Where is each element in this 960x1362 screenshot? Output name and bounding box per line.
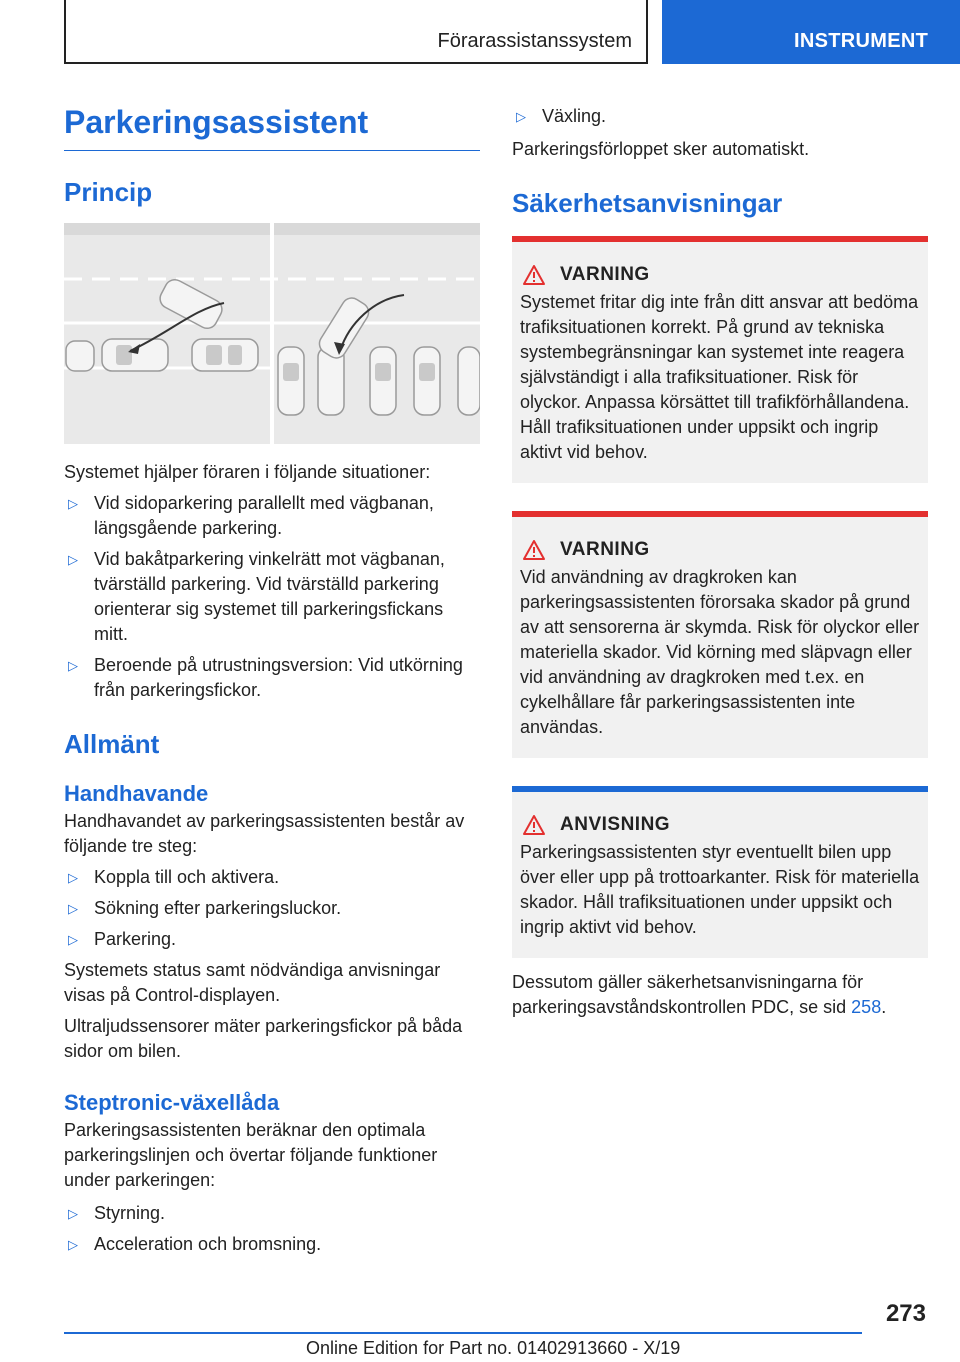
also-text: Dessutom gäller säkerhetsanvisningarna för parkeringsavståndskontrollen PDC, se sid 258. — [512, 972, 887, 1017]
heading-steptronic: Steptronic-växellåda — [64, 1090, 280, 1115]
sensor-text: Ultraljudssensorer mäter parkeringsfickor på båda sidor om bilen. — [64, 1016, 463, 1061]
list-item: ▷ Växling. — [512, 104, 928, 129]
warning-text: Systemet fritar dig inte från ditt ansvar att bedöma trafiksituationen korrekt. På grund av tekniska systembegränsningar kan systemet inte reagera självständigt i alla trafiksituationer. Risk för olyckor. Anpassa körsättet till trafikförhållandena. Håll trafiksituationen under uppsikt och ingrip aktivt vid behov. — [520, 292, 919, 462]
warning-triangle-icon — [522, 539, 546, 561]
bullet-triangle-icon: ▷ — [68, 901, 78, 916]
heading-princip: Princip — [64, 177, 153, 207]
page-number: 273 — [885, 1300, 926, 1327]
parking-illustration — [64, 223, 480, 444]
intro-text: Systemet hjälper föraren i följande situationer: — [64, 462, 431, 482]
status-text: Systemets status samt nödvändiga anvisningar visas på Control-displayen. — [64, 960, 441, 1005]
notice-text: Parkeringsassistenten styr eventuellt bilen upp över eller upp på trottoarkanter. Risk för materiella skador. Håll trafiksituationen under uppsikt och ingrip aktivt vid behov. — [520, 842, 920, 937]
header-section-box — [64, 0, 648, 64]
bullet-triangle-icon: ▷ — [68, 932, 78, 947]
list-item: ▷ Parkering. — [64, 927, 480, 952]
warning-box — [512, 236, 928, 483]
bullet-triangle-icon: ▷ — [516, 109, 526, 124]
heading-handhavande: Handhavande — [64, 781, 209, 806]
list-item: ▷ Sökning efter parkeringsluckor. — [64, 896, 480, 921]
warning-box — [512, 511, 928, 758]
notice-triangle-icon — [522, 814, 546, 836]
header-tab-label: INSTRUMENT — [794, 30, 929, 52]
bullet-triangle-icon: ▷ — [68, 1237, 78, 1252]
parking-diagram — [64, 223, 480, 444]
bullet-triangle-icon: ▷ — [68, 552, 78, 567]
automatic-text: Parkeringsförloppet sker automatiskt. — [512, 139, 810, 159]
list-item: ▷ Vid sidoparkering parallellt med vägbanan, längsgående parkering. — [68, 493, 434, 538]
bullet-triangle-icon: ▷ — [68, 658, 78, 673]
steptronic-text: Parkeringsassistenten beräknar den optimala parkeringslinjen och övertar följande funktioner under parkeringen: — [64, 1120, 438, 1190]
warning-text: Vid användning av dragkroken kan parkeringsassistenten förorsaka skador på grund av att sensorerna är skymda. Risk för olyckor eller materiella skador. Vid körning med släpvagn eller vid användning av dragkroken med t.ex. en cykelhållare får parkeringsassistenten inte användas. — [520, 567, 920, 737]
footer-divider — [64, 1332, 862, 1334]
page-title: Parkeringsassistent — [64, 100, 480, 151]
heading-sakerhet: Säkerhetsanvisningar — [512, 188, 783, 218]
footer-edition: Online Edition for Part no. 01402913660 - X/19 — [306, 1338, 681, 1358]
right-column — [512, 100, 928, 1020]
list-item: ▷ Beroende på utrustningsversion: Vid utkörning från parkeringsfickor. — [68, 655, 463, 700]
bullet-triangle-icon: ▷ — [68, 1206, 78, 1221]
warning-triangle-icon — [522, 264, 546, 286]
bullet-triangle-icon: ▷ — [68, 870, 78, 885]
header-section-title: Förarassistanssystem — [437, 30, 632, 52]
bullet-triangle-icon: ▷ — [68, 496, 78, 511]
header-tab-instrument[interactable] — [662, 0, 960, 64]
warning-title: VARNING — [560, 264, 650, 285]
list-item: ▷ Koppla till och aktivera. — [64, 865, 480, 890]
list-item: ▷ Acceleration och bromsning. — [64, 1232, 480, 1257]
list-item: ▷ Vid bakåtparkering vinkelrätt mot vägbanan, tvärställd parkering. Vid tvärställd parkering orienterar sig systemet till parkeringsfickans mitt. — [68, 549, 445, 644]
warning-title: VARNING — [560, 539, 650, 560]
left-column — [64, 100, 480, 1257]
heading-allmant: Allmänt — [64, 729, 160, 759]
notice-box — [512, 786, 928, 958]
handling-text: Handhavandet av parkeringsassistenten består av följande tre steg: — [64, 811, 465, 856]
page-ref-link[interactable]: 258 — [851, 997, 882, 1017]
list-item: ▷ Styrning. — [64, 1201, 480, 1226]
notice-title: ANVISNING — [560, 814, 671, 835]
